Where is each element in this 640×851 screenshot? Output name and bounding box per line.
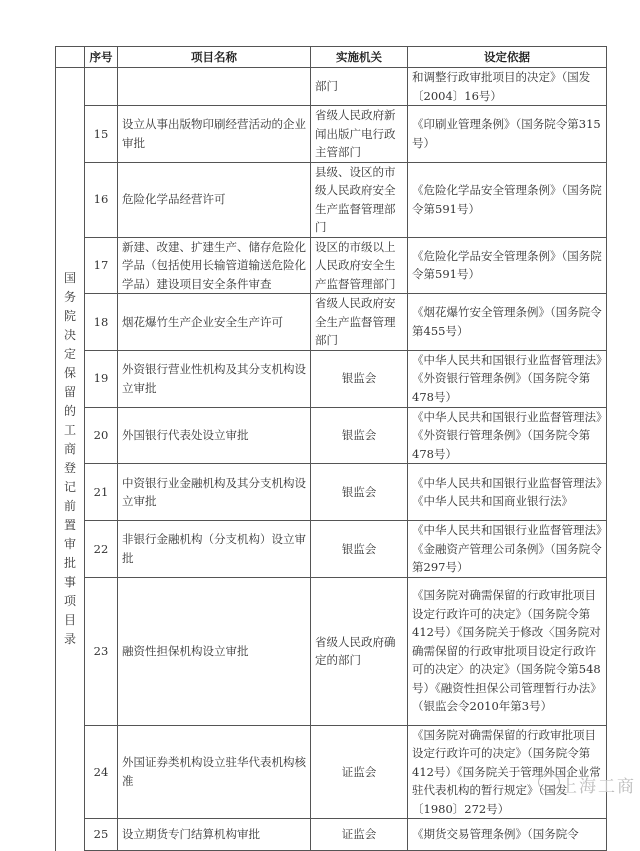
item-name-cell: 外资银行营业性机构及其分支机构设立审批 (118, 350, 311, 407)
seq-cell: 21 (85, 464, 118, 521)
header-agency: 实施机关 (311, 47, 408, 68)
agency-cell: 省级人民政府安全生产监督管理部门 (311, 294, 408, 351)
table-row (56, 237, 607, 294)
seq-cell: 24 (85, 725, 118, 819)
table-row (56, 162, 607, 237)
item-name-cell: 新建、改建、扩建生产、储存危险化学品（包括使用长输管道输送危险化学品）建设项目安全条件审查 (118, 237, 311, 294)
agency-cell: 县级、设区的市级人民政府安全生产监督管理部门 (311, 162, 408, 237)
item-name-cell: 中资银行业金融机构及其分支机构设立审批 (118, 464, 311, 521)
agency-cell: 部门 (311, 68, 408, 106)
watermark: 上海工商 (560, 777, 636, 797)
basis-cell: 《中华人民共和国银行业监督管理法》《中华人民共和国商业银行法》 (408, 464, 607, 521)
basis-cell: 《中华人民共和国银行业监督管理法》《外资银行管理条例》（国务院令第478号） (408, 350, 607, 407)
item-name-cell: 危险化学品经营许可 (118, 162, 311, 237)
header-basis: 设定依据 (408, 47, 607, 68)
table-row (56, 350, 607, 407)
item-name-cell: 设立从事出版物印刷经营活动的企业审批 (118, 106, 311, 163)
item-name-cell: 外国银行代表处设立审批 (118, 407, 311, 464)
seq-cell: 25 (85, 819, 118, 851)
wechat-icon (538, 773, 560, 791)
table-row (56, 294, 607, 351)
agency-cell: 省级人民政府确定的部门 (311, 577, 408, 725)
basis-cell: 和调整行政审批项目的决定》（国发〔2004〕16号） (408, 68, 607, 106)
basis-cell: 《国务院对确需保留的行政审批项目设定行政许可的决定》（国务院令第412号）《国务院关于修改〈国务院对确需保留的行政审批项目设定行政许可的决定〉的决定》（国务院令第548号）《融资性担保公司管理暂行办法》（银监会令2010年第3号） (408, 577, 607, 725)
item-name-cell: 非银行金融机构（分支机构）设立审批 (118, 521, 311, 578)
table-row (56, 106, 607, 163)
basis-cell: 《危险化学品安全管理条例》（国务院令第591号） (408, 162, 607, 237)
header-item-name: 项目名称 (118, 47, 311, 68)
basis-cell: 《期货交易管理条例》（国务院令 (408, 819, 607, 851)
category-label: 国务院决定保留的工商登记前置审批事项目录 (63, 271, 76, 647)
table-header-row (56, 47, 607, 68)
item-name-cell: 烟花爆竹生产企业安全生产许可 (118, 294, 311, 351)
header-category (56, 47, 85, 68)
item-name-cell (118, 68, 311, 106)
category-cell (56, 68, 85, 851)
basis-cell: 《印刷业管理条例》（国务院令第315号） (408, 106, 607, 163)
agency-cell: 省级人民政府新闻出版广电行政主管部门 (311, 106, 408, 163)
table-row (56, 521, 607, 578)
seq-cell: 19 (85, 350, 118, 407)
table-row (56, 577, 607, 725)
basis-cell: 《危险化学品安全管理条例》（国务院令第591号） (408, 237, 607, 294)
table-row (56, 725, 607, 819)
table-row (56, 464, 607, 521)
seq-cell: 18 (85, 294, 118, 351)
agency-cell: 设区的市级以上人民政府安全生产监督管理部门 (311, 237, 408, 294)
basis-cell: 《烟花爆竹安全管理条例》（国务院令第455号） (408, 294, 607, 351)
agency-cell: 银监会 (311, 350, 408, 407)
seq-cell: 16 (85, 162, 118, 237)
item-name-cell: 外国证券类机构设立驻华代表机构核准 (118, 725, 311, 819)
basis-cell: 《中华人民共和国银行业监督管理法》《外资银行管理条例》（国务院令第478号） (408, 407, 607, 464)
seq-cell: 23 (85, 577, 118, 725)
item-name-cell: 设立期货专门结算机构审批 (118, 819, 311, 851)
approval-items-table (55, 46, 607, 851)
agency-cell: 证监会 (311, 819, 408, 851)
basis-cell: 《中华人民共和国银行业监督管理法》《金融资产管理公司条例》（国务院令第297号） (408, 521, 607, 578)
table-row (56, 819, 607, 851)
table-row (56, 407, 607, 464)
agency-cell: 银监会 (311, 521, 408, 578)
seq-cell (85, 68, 118, 106)
table-row (56, 68, 607, 106)
seq-cell: 17 (85, 237, 118, 294)
seq-cell: 22 (85, 521, 118, 578)
agency-cell: 证监会 (311, 725, 408, 819)
seq-cell: 15 (85, 106, 118, 163)
header-seq: 序号 (85, 47, 118, 68)
agency-cell: 银监会 (311, 407, 408, 464)
agency-cell: 银监会 (311, 464, 408, 521)
basis-cell: 《国务院对确需保留的行政审批项目设定行政许可的决定》（国务院令第412号）《国务院关于管理外国企业常驻代表机构的暂行规定》（国发〔1980〕272号） (408, 725, 607, 819)
seq-cell: 20 (85, 407, 118, 464)
item-name-cell: 融资性担保机构设立审批 (118, 577, 311, 725)
